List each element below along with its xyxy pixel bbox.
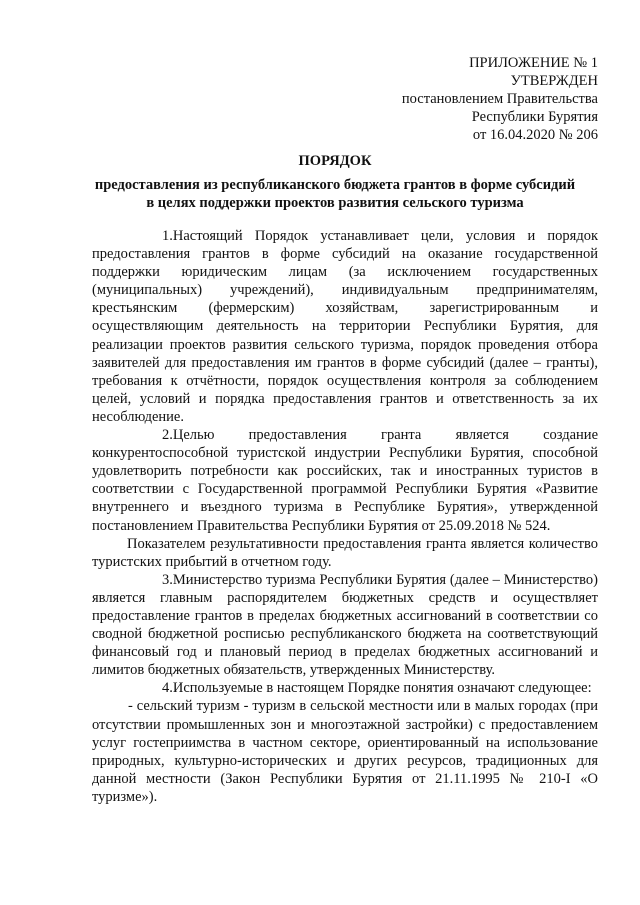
document-body <box>92 227 598 806</box>
paragraph-4 <box>92 679 598 697</box>
paragraph-number: 4. <box>162 680 173 697</box>
appendix-approval-block <box>402 54 598 144</box>
paragraph-number: 3. <box>162 571 173 588</box>
paragraph-1 <box>92 227 598 426</box>
paragraph-3 <box>92 571 598 680</box>
definition-rural-tourism <box>92 697 598 806</box>
title-heading: ПОРЯДОК <box>298 153 372 169</box>
paragraph-text: Используемые в настоящем Порядке понятия означают следующее: <box>172 680 592 697</box>
appendix-number: ПРИЛОЖЕНИЕ № 1 <box>469 55 598 71</box>
paragraph-number: 2. <box>162 427 173 444</box>
title-subtitle-line-2: в целях поддержки проектов развития сельского туризма <box>146 195 524 211</box>
paragraph-text: Министерство туризма Республики Бурятия (далее – Министерство) является главным распорядителем бюджетных средств и осуществляет предоставление грантов в пределах бюджетных ассигнований в соответствии со сводной бюджетной росписью республиканского бюджета на соответствующий финансовый год и плановый период в пределах бюджетных ассигнований и лимитов бюджетных обязательств, утвержденных Министерству. <box>92 571 598 679</box>
approved-by: постановлением Правительства <box>401 91 598 107</box>
approved-by-region: Республики Бурятия <box>471 109 598 125</box>
paragraph-text: Настоящий Порядок устанавливает цели, условия и порядок предоставления грантов в форме субсидий на оказание государственной поддержки юридическим лицам (за исключением государственных (муниципальных) учреждений), индивидуальным предпринимателям, крестьянским (фермерским) хозяйствам, зарегистрированным и осуществляющим деятельность на территории Республики Бурятия, для реализации проектов развития сельского туризма, порядок проведения отбора заявителей для предоставления им грантов в форме субсидий (далее – гранты), требования к отчётности, порядок осуществления контроля за соблюдением целей, условий и порядка предоставления грантов и ответственность за их несоблюдение. <box>92 228 598 425</box>
approval-date-number: от 16.04.2020 № 206 <box>472 127 598 143</box>
title-subtitle-line-1: предоставления из республиканского бюджета грантов в форме субсидий <box>94 177 576 193</box>
paragraph-2-indicator <box>92 535 598 571</box>
paragraph-text: - сельский туризм - туризм в сельской местности или в малых городах (при отсутствии промышленных зон и многоэтажной застройки) с предоставлением услуг гостеприимства в частном секторе, ориентированный на использование природных, культурно-исторических и других ресурсов, традиционных для данной местности (Закон Республики Бурятия от 21.11.1995 № 210-I «О туризме»). <box>92 698 598 805</box>
paragraph-text: Целью предоставления гранта является создание конкурентоспособной туристской индустрии Республики Бурятия, способной удовлетворить потребности как российских, так и иностранных туристов в соответствии с Государственной программой Республики Бурятия «Развитие внутреннего и въездного туризма в Республике Бурятия», утвержденной постановлением Правительства Республики Бурятия от 25.09.2018 № 524. <box>92 427 598 534</box>
approved-label: УТВЕРЖДЕН <box>510 73 598 89</box>
paragraph-text: Показателем результативности предоставления гранта является количество туристских прибытий в отчетном году. <box>92 535 598 570</box>
document-title <box>70 152 600 212</box>
paragraph-number: 1. <box>162 228 173 244</box>
paragraph-2 <box>92 426 598 535</box>
